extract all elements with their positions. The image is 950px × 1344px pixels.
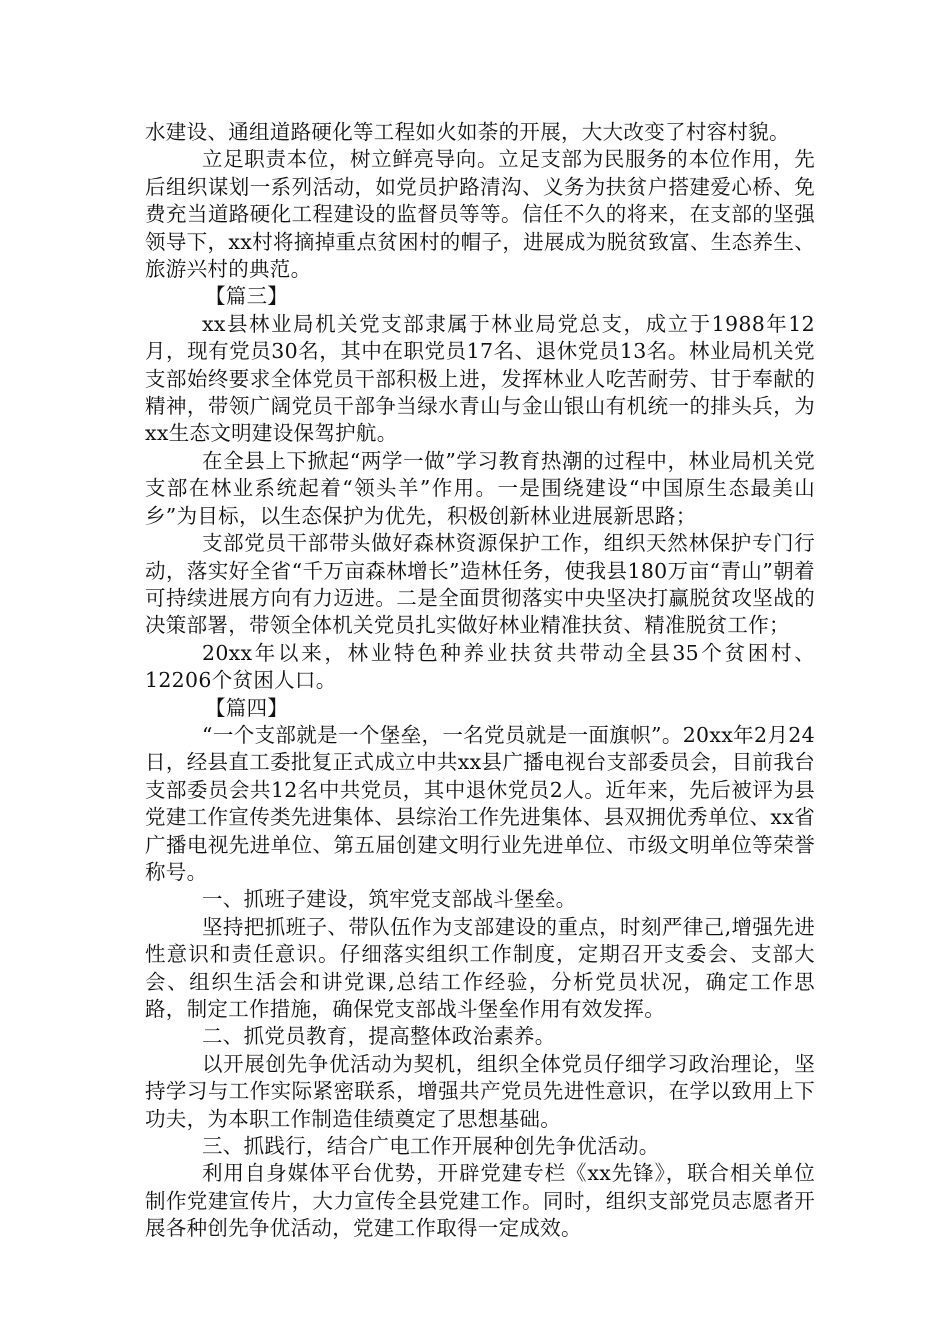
subheading: 一、抓班子建设，筑牢党支部战斗堡垒。 (202, 887, 577, 912)
document-body (145, 119, 815, 1243)
paragraph: 在全县上下掀起“两学一做”学习教育热潮的过程中，林业局机关党支部在林业系统起着“领头羊”作用。一是围绕建设“中国原生态最美山乡”为目标，以生态保护为优先，积极创新林业进展新思路； (145, 448, 815, 528)
paragraph: 利用自身媒体平台优势，开辟党建专栏《xx先锋》，联合相关单位制作党建宣传片，大力宣传全县党建工作。同时，组织支部党员志愿者开展各种创先争优活动，党建工作取得一定成效。 (145, 1161, 815, 1241)
subheading: 二、抓党员教育，提高整体政治素养。 (202, 1024, 556, 1049)
paragraph: “一个支部就是一个堡垒，一名党员就是一面旗帜”。20xx年2月24日，经县直工委批复正式成立中共xx县广播电视台支部委员会，目前我台支部委员会共12名中共党员，其中退休党员2人。近年来，先后被评为县党建工作宣传类先进集体、县综治工作先进集体、县双拥优秀单位、xx省广播电视先进单位、第五届创建文明行业先进单位、市级文明单位等荣誉称号。 (145, 722, 815, 884)
subheading: 三、抓践行，结合广电工作开展种创先争优活动。 (202, 1134, 660, 1159)
paragraph: 立足职责本位，树立鲜亮导向。立足支部为民服务的本位作用，先后组织谋划一系列活动，如党员护路清沟、义务为扶贫户搭建爱心桥、免费充当道路硬化工程建设的监督员等等。信任不久的将来，在支部的坚强领导下，xx村将摘掉重点贫困村的帽子，进展成为脱贫致富、生态养生、旅游兴村的典范。 (145, 147, 815, 282)
paragraph: 20xx年以来，林业特色种养业扶贫共带动全县35个贫困村、12206个贫困人口。 (145, 640, 815, 693)
section-heading: 【篇四】 (205, 695, 289, 720)
paragraph: xx县林业局机关党支部隶属于林业局党总支，成立于1988年12月，现有党员30名，其中在职党员17名、退休党员13名。林业局机关党支部始终要求全体党员干部积极上进，发挥林业人吃苦耐劳、甘于奉献的精神，带领广阔党员干部争当绿水青山与金山银山有机统一的排头兵，为xx生态文明建设保驾护航。 (145, 311, 815, 446)
paragraph: 坚持把抓班子、带队伍作为支部建设的重点，时刻严律己,增强先进性意识和责任意识。仔细落实组织工作制度，定期召开支委会、支部大会、组织生活会和讲党课,总结工作经验，分析党员状况，确定工作思路，制定工作措施，确保党支部战斗堡垒作用有效发挥。 (145, 914, 815, 1021)
paragraph: 以开展创先争优活动为契机，组织全体党员仔细学习政治理论，坚持学习与工作实际紧密联系，增强共产党员先进性意识，在学以致用上下功夫，为本职工作制造佳绩奠定了思想基础。 (145, 1051, 815, 1131)
section-heading: 【篇三】 (205, 284, 289, 309)
paragraph: 水建设、通组道路硬化等工程如火如荼的开展，大大改变了村容村貌。 (145, 120, 790, 144)
paragraph: 支部党员干部带头做好森林资源保护工作，组织天然林保护专门行动，落实好全省“千万亩森林增长”造林任务，使我县180万亩“青山”朝着可持续进展方向有力迈进。二是全面贯彻落实中央坚决打赢脱贫攻坚战的决策部署，带领全体机关党员扎实做好林业精准扶贫、精准脱贫工作； (145, 531, 815, 638)
